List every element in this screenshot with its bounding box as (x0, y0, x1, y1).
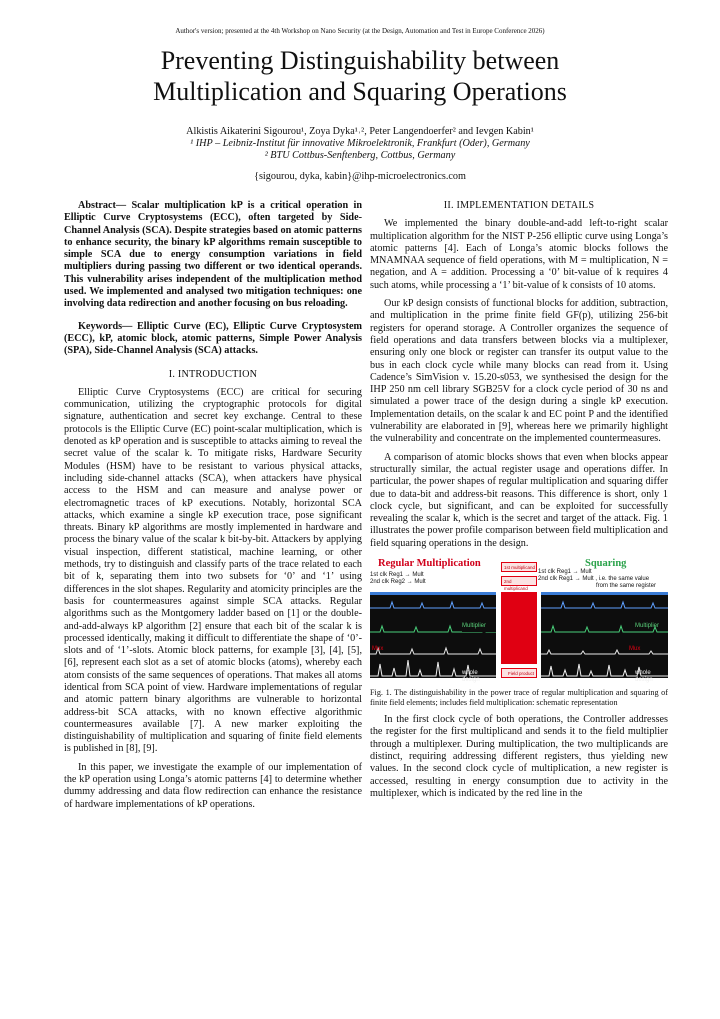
left-trace-label-mult: Multiplier (462, 623, 487, 630)
field-multiplier-block (501, 592, 537, 664)
header-notice: Author's version; presented at the 4th Workshop on Nano Security (at the Design, Automation and Test in Europe Conference 2026) (175, 27, 545, 35)
right-column (370, 200, 668, 800)
section-heading-implementation: II. IMPLEMENTATION DETAILS (443, 200, 595, 211)
figure-left-title: Regular Multiplication (378, 558, 481, 570)
impl-paragraph-1: We implemented the binary double-and-add left-to-right scalar multiplication algorithm for the NIST P-256 elliptic curve using Longa’s atomic patterns [4]. Each of Longa’s atomic blocks follows the MNAMNAA sequence of field operations, with M = multiplication, N = negation, and A = addition. Processing a ‘0’ bit-value of k requires 4 such atoms, while processing a ‘1’ bit-value of k consists of 10 atoms. (370, 218, 668, 291)
title-line-1: Preventing Distinguishability between (160, 46, 560, 75)
field-product-label: Field product (508, 671, 535, 677)
section-heading-introduction: I. INTRODUCTION (168, 368, 258, 380)
figure-middle-schematic (501, 558, 537, 682)
second-multiplicand-box (501, 576, 537, 592)
impl-paragraph-2: Our kP design consists of functional blocks for addition, subtraction, and multiplication in the prime finite field GF(p), utilizing 256-bit registers for operand storage. A Controller organizes the sequence of field operations and data transfers between blocks via a multiplexer, ensuring only one block or register can transfer its output value to the bus in each clock cycle while many blocks can read from it. Using Cadence’s SimVision v. 15.20-s053, we synthesised the design for the IHP 250 nm cell library SGB25V for a clock cycle period of 30 ns and simulated a power trace of the design during a single kP execution. Implementation details, on the scalar k and EC point P and the identified vulnerability are elaborated in [9], whereas here we primarily highlight the vulnerability and concentrate on the implemented countermeasures. (370, 298, 668, 445)
paper-title (0, 45, 720, 107)
intro-paragraph-2: In this paper, we investigate the example of our implementation of the kP operation using Longa’s atomic patterns [4] to determine whether dummy addressing and data flow redirection can enhance the resistance of hardware implementations of kP operations. (64, 761, 362, 810)
figure-right-row-1: 1st clk Reg1 → Mult (538, 569, 592, 576)
author-names: Alkistis Aikaterini Sigourou¹, Zoya Dyka¹˒², Peter Langendoerfer² and Ievgen Kabin¹ (186, 126, 534, 137)
keywords (64, 321, 362, 358)
second-multiplicand-label: 2nd multiplicand (504, 579, 528, 592)
abstract (64, 200, 362, 311)
keywords-text: Keywords— Elliptic Curve (EC), Elliptic Curve Cryptosystem (ECC), kP, atomic block, atomic patterns, Simple Power Analysis (SPA), Side-Channel Analysis (SCA) attacks. (64, 320, 362, 357)
left-trace-label-whole: whole design (462, 670, 480, 684)
title-line-2: Multiplication and Squaring Operations (153, 77, 567, 106)
figure-right-title: Squaring (585, 558, 627, 570)
right-trace-label-mult: Multiplier (635, 623, 660, 630)
left-column (64, 200, 362, 811)
author-emails: {sigourou, dyka, kabin}@ihp-microelectronics.com (254, 170, 466, 182)
affiliation-2: ² BTU Cottbus-Senftenberg, Cottbus, Germany (264, 150, 456, 162)
figure-right-row-2: 2nd clk Reg1 → Mult , i.e. the same value (538, 576, 650, 583)
abstract-text: Abstract— Scalar multiplication kP is a critical operation in Elliptic Curve Cryptosystems (ECC), often targeted by Side-Channel Analysis (SCA). Despite strategies based on atomic patterns to enhance security, the binary kP algorithms remain susceptible to simple SCA due to energy consumption variations in field multipliers during passing two different or two identical operands. This vulnerability arises independent of the multiplication method used. We implemented and analysed two mitigation techniques: one involving data redirection and another focusing on bus reloading. (64, 200, 362, 310)
figure-left-row-1: 1st clk Reg1 → Mult (370, 572, 424, 579)
figure-1 (370, 558, 668, 682)
first-multiplicand-label: 1st multiplicand (504, 565, 536, 571)
right-power-trace (541, 592, 668, 684)
left-trace-label-mux: Mux (372, 646, 384, 653)
right-trace-plot (541, 592, 668, 678)
figure-right-row-3: from the same register (596, 583, 657, 590)
right-trace-label-whole: whole design (635, 670, 653, 684)
figure-left-row-2: 2nd clk Reg2 → Mult (370, 579, 426, 586)
left-trace-plot (370, 592, 496, 678)
figure-1-caption: Fig. 1. The distinguishability in the power trace of regular multiplication and squaring of finite field elements; includes field multiplication: schematic representation (370, 688, 668, 708)
impl-paragraph-4: In the first clock cycle of both operations, the Controller addresses the register for the first multiplicand and sends it to the field multiplier through a multiplexer. During multiplication, the two multiplicands are distinct, requiring addressing different registers, thus yielding new values. In the second clock cycle of multiplication, a new register is accessed, resulting in energy consumption due to activity in the multiplexer, which is indicated by the red line in the (370, 714, 668, 799)
field-product-box (501, 668, 537, 678)
left-power-trace (370, 592, 496, 684)
affiliation-1: ¹ IHP – Leibniz-Institut für innovative Mikroelektronik, Frankfurt (Oder), Germany (190, 138, 530, 150)
first-multiplicand-box (501, 562, 537, 572)
impl-paragraph-3: A comparison of atomic blocks shows that even when blocks appear structurally similar, the actual register usage and operations differ. In particular, the power shapes of regular multiplication and squaring differ due to data-bit and address-bit reasons. This difference is short, only 1 clock cycle, but significant, and can be exploited for successfully revealing the scalar k, which is the secret and target of the attack. Fig. 1 illustrates the power profile comparison between field multiplication and field squaring operations in the design. (370, 451, 668, 549)
author-block (0, 126, 720, 183)
intro-paragraph-1: Elliptic Curve Cryptosystems (ECC) are critical for securing communication, utilizing the cryptographic protocols for digital signature, authentication and secret key exchange. Central to these protocols is the Elliptic Curve (EC) point-scalar multiplication, which is denoted as kP operation and is susceptible to attacks aiming to reveal the secret value of the scalar k. To mitigate risks, Hardware Security Modules (HSM) have to be resistant to various physical attacks, including side-channel attacks (SCA), when attackers have physical access to the HSM and can measure and analyse power or electromagnetic traces of kP executions. Notably, horizontal SCA attacks, which examine a single kP execution trace, pose significant threats. Binary kP algorithms are mostly implemented in hardware and process the binary value of the scalar k bit-by-bit. Attackers by applying visual inspection, different statistical, machine learning, or other methods, try to distinguish and classify parts of the trace related to each bit of k, separating them into two subsets for ‘0’ and ‘1’ using differences in the slot shapes. Regularity and atomicity principles are the basis for countermeasures against simple SCA attacks. Regular algorithms such as the Montgomery ladder based on [1] or the double-and-add-always kP algorithm [2] ensure that each bit of the scalar k is processed identically, making it difficult to differentiate the shape of ‘0’-slots and of ‘1’-slots. Atomic block patterns, for example [3], [4], [5], [6], represent each slot as a set of atomic blocks (atoms), whereby each atom consists of the same sequences of operations. That makes all atoms identical from SCA point of view. Hardware implementations of regular and atomic pattern binary algorithms are vulnerable to horizontal address-bit SCA attacks, with no known effective algorithmic countermeasures available [7]. A new marker exploiting the distinguishability of multiplication and squaring of finite field elements is published in [8], [9]. (64, 386, 362, 755)
right-trace-label-mux: Mux (629, 646, 641, 653)
